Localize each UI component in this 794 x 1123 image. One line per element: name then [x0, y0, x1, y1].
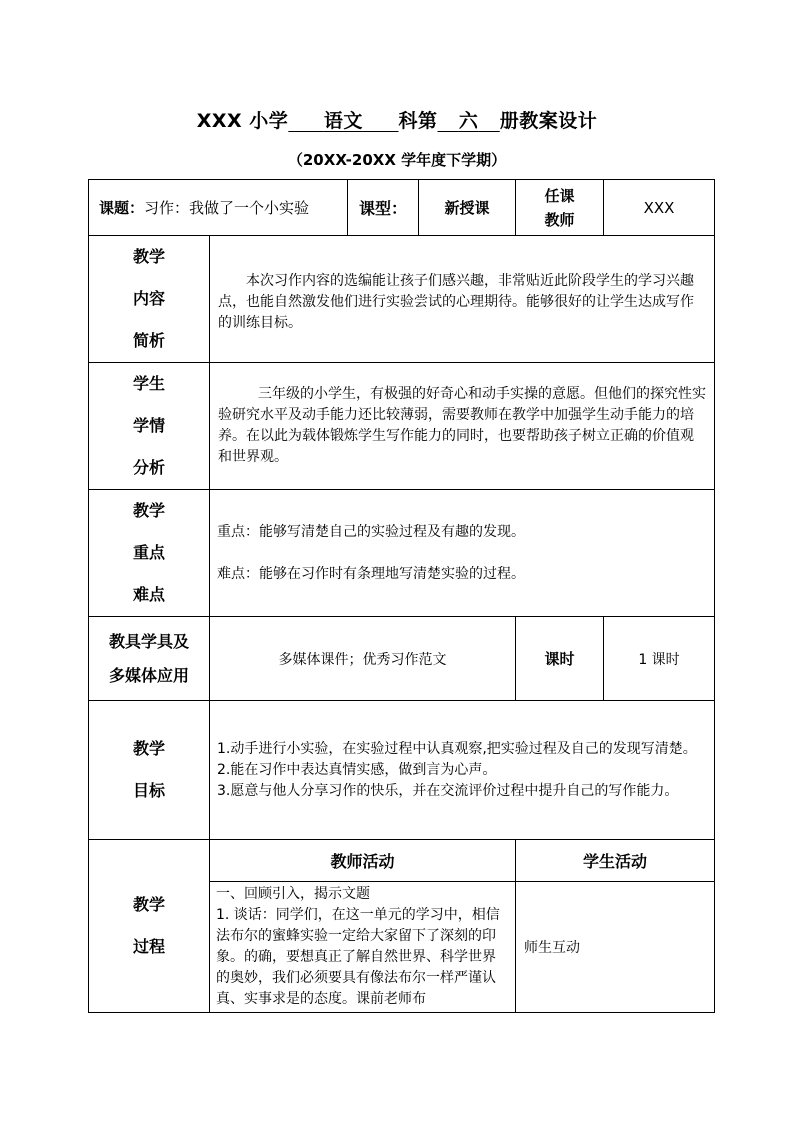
- label-line: 教学: [132, 895, 165, 914]
- title-part-ce: 册教案设计: [499, 110, 598, 132]
- student-analysis-row: [89, 363, 715, 490]
- content-summary-cell: [210, 236, 715, 363]
- objective-item: 2.能在习作中表达真情实感，做到言为心声。: [217, 761, 497, 778]
- type-label: 课型：: [348, 180, 419, 236]
- label-line: 学情: [132, 416, 165, 435]
- label-line: 教具学具及: [108, 631, 189, 651]
- key-points-cell: [210, 490, 715, 617]
- materials-value: 多媒体课件；优秀习作范文: [210, 617, 516, 701]
- process-header-row: [89, 840, 715, 882]
- page-title: [0, 106, 794, 133]
- student-analysis-label: [89, 363, 210, 490]
- label-line: 内容: [132, 289, 165, 308]
- label-line: 难点: [132, 585, 165, 604]
- label-line: 过程: [132, 937, 165, 956]
- content-summary-text: 本次习作内容的选编能让孩子们感兴趣，非常贴近此阶段学生的学习兴趣点，也能自然激发他们进行实验尝试的心理期待。能够很好的让学生达成写作的训练目标。: [218, 272, 694, 331]
- process-label: [89, 840, 210, 1013]
- lesson-plan-table: [88, 179, 715, 1013]
- teacher-activity-line: 1. 谈话：同学们，在这一单元的学习中，相信法布尔的蜜蜂实验一定给大家留下了深刻的印象。的确，要想真正了解自然世界、科学世界的奥妙，我们必须要具有像法布尔一样严谨认真、实事求是的态度。课前老师布: [216, 907, 500, 1007]
- key-points-row: [89, 490, 715, 617]
- term-subtitle: （20XX-20XX 学年度下学期）: [287, 151, 507, 169]
- subject-value: 语文: [323, 110, 363, 132]
- label-line: 教学: [132, 739, 165, 758]
- content-summary-label: [89, 236, 210, 363]
- student-activity-cell: 师生互动: [516, 882, 715, 1013]
- hours-label: 课时: [516, 617, 604, 701]
- subject-blank: [288, 110, 398, 132]
- objective-item: 1.动手进行小实验，在实验过程中认真观察,把实验过程及自己的发现写清楚。: [217, 740, 697, 757]
- hours-value: 1 课时: [604, 617, 715, 701]
- info-row: [89, 180, 715, 236]
- objectives-cell: [210, 701, 715, 840]
- label-line: 目标: [132, 781, 165, 800]
- objectives-label: [89, 701, 210, 840]
- teacher-activity-header: 教师活动: [210, 840, 516, 882]
- student-analysis-para: [210, 384, 714, 468]
- label-line: 重点: [132, 543, 165, 562]
- label-line: 学生: [132, 374, 165, 393]
- teacher-activity-cell: [210, 882, 516, 1013]
- key-points-label: [89, 490, 210, 617]
- focus-text: 重点：能够写清楚自己的实验过程及有趣的发现。: [217, 523, 525, 540]
- label-line: 多媒体应用: [108, 665, 189, 685]
- label-line: 分析: [132, 458, 165, 477]
- school-name: XXX 小学: [196, 110, 289, 132]
- label-line: 教学: [132, 501, 165, 520]
- teacher-activity-line: 一、回顾引入，揭示文题: [216, 886, 370, 902]
- grade-value: 六: [458, 110, 479, 132]
- materials-row: [89, 617, 715, 701]
- objective-item: 3.愿意与他人分享习作的快乐，并在交流评价过程中提升自己的写作能力。: [217, 782, 679, 799]
- content-summary-para: [210, 265, 714, 334]
- teacher-value: XXX: [604, 180, 715, 236]
- topic-value: 习作：我做了一个小实验: [144, 199, 310, 217]
- student-activity-header: 学生活动: [516, 840, 715, 882]
- title-part-ke: 科第: [398, 110, 438, 132]
- spacer: [210, 543, 714, 564]
- label-line: 教学: [132, 247, 165, 266]
- teacher-label: [516, 180, 604, 236]
- materials-label: [89, 617, 210, 701]
- teacher-label-line1: 任课: [544, 186, 575, 205]
- difficulty-text: 难点：能够在习作时有条理地写清楚实验的过程。: [217, 565, 525, 582]
- topic-label: 课题：: [99, 199, 145, 217]
- objectives-row: [89, 701, 715, 840]
- content-summary-row: [89, 236, 715, 363]
- topic-cell: [89, 180, 348, 236]
- teacher-label-line2: 教师: [544, 210, 575, 229]
- label-line: 简析: [132, 331, 165, 350]
- grade-blank: [438, 110, 500, 132]
- student-analysis-text: 三年级的小学生，有极强的好奇心和动手实操的意愿。但他们的探究性实验研究水平及动手能力还比较薄弱，需要教师在教学中加强学生动手能力的培养。在以此为载体锻炼学生写作能力的同时，也要帮助孩子树立正确的价值观和世界观。: [218, 386, 706, 465]
- student-analysis-cell: [210, 363, 715, 490]
- type-value: 新授课: [419, 180, 516, 236]
